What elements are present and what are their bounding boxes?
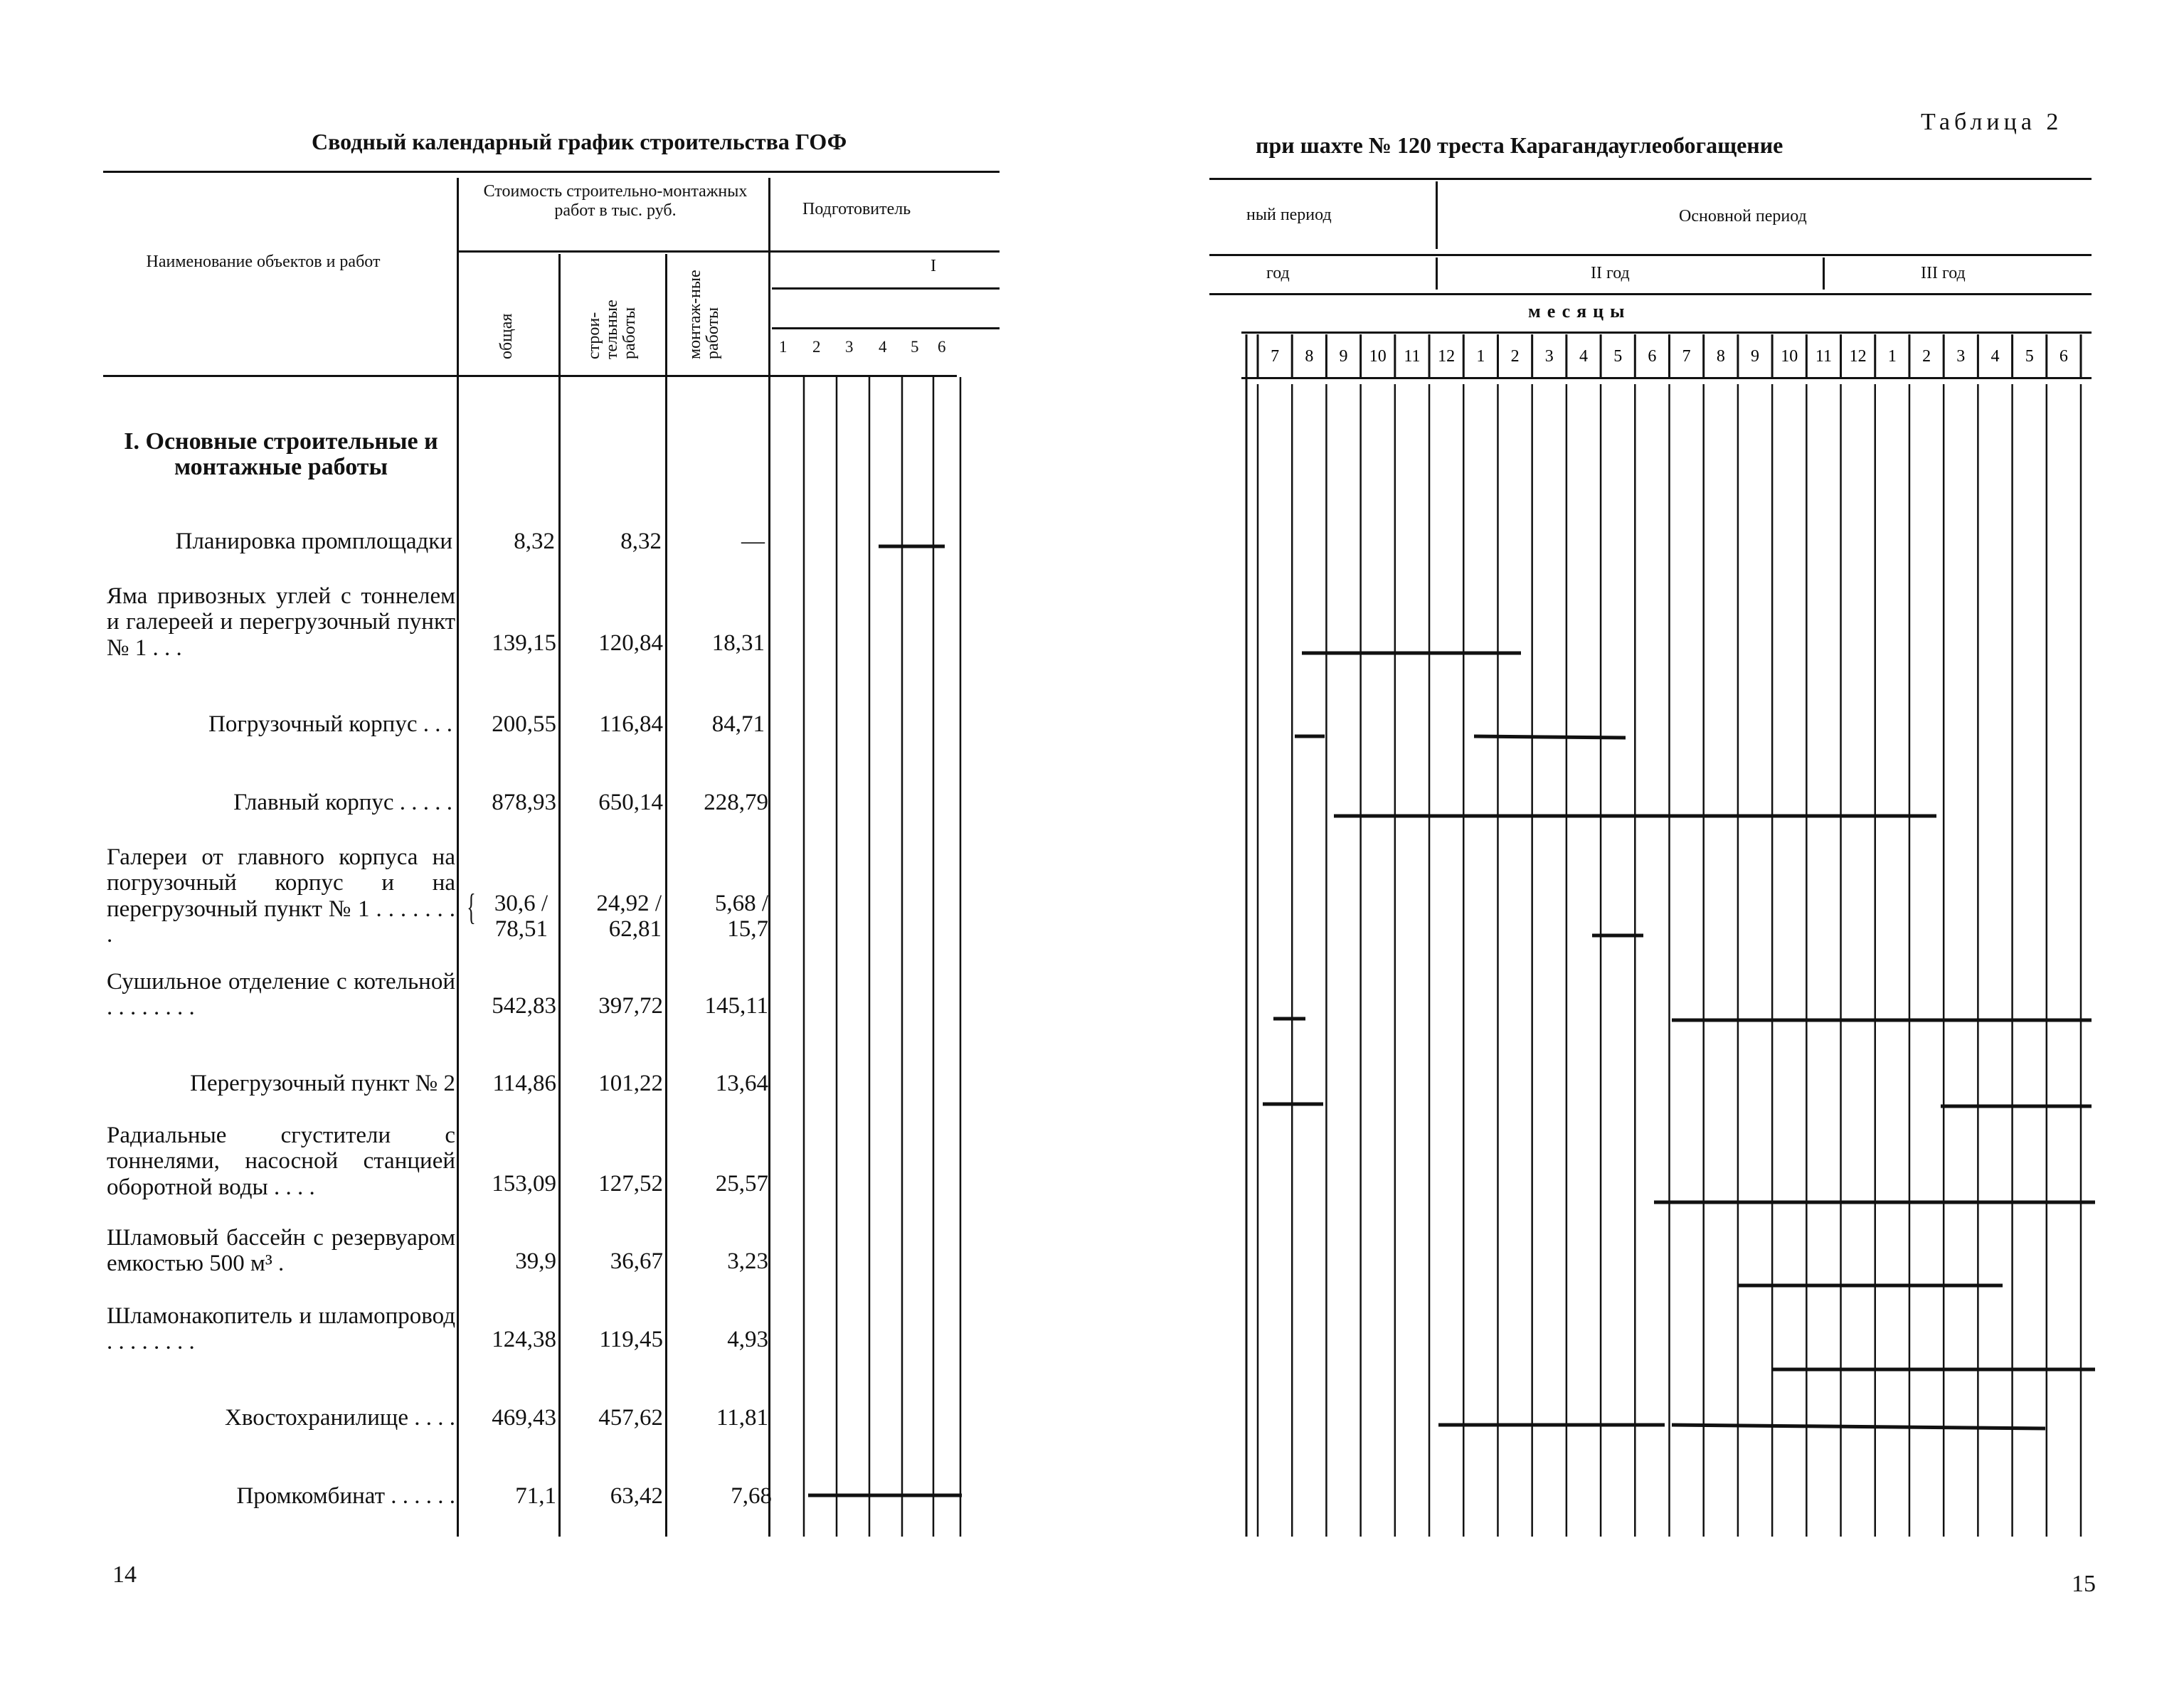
object-name: Шламонакопитель и шламопровод . . . . . . . . bbox=[107, 1303, 455, 1355]
cost-construction: 127,52 bbox=[598, 1171, 663, 1197]
right-page-title: при шахте № 120 треста Карагандауглеобогащение bbox=[1256, 132, 1783, 158]
month-label: 7 bbox=[1682, 347, 1691, 366]
object-name: Погрузочный корпус . . . bbox=[208, 711, 452, 737]
cost-col-installation-header: монтаж-ные работы bbox=[686, 270, 723, 359]
object-name: Хвостохранилище . . . . bbox=[225, 1405, 455, 1431]
object-name: Главный корпус . . . . . bbox=[233, 790, 452, 815]
object-name: Сушильное отделение с котельной . . . . . . . . bbox=[107, 969, 455, 1021]
cost-total: 124,38 bbox=[492, 1327, 556, 1352]
month-label: 6 bbox=[1648, 347, 1657, 366]
right-page-number: 15 bbox=[2072, 1571, 2096, 1597]
cost-installation: 13,64 bbox=[715, 1071, 768, 1096]
object-name: Промкомбинат . . . . . . bbox=[236, 1483, 455, 1509]
cost-col-total-header: общая bbox=[497, 313, 516, 359]
cost-installation: 228,79 bbox=[704, 790, 768, 815]
month-label: 2 bbox=[1510, 347, 1520, 366]
object-name: Шламовый бассейн с резервуаром емкостью 500 м³ . bbox=[107, 1225, 455, 1277]
cost-total: 39,9 bbox=[515, 1248, 556, 1274]
cost-total: 8,32 bbox=[514, 529, 555, 554]
cost-installation: 7,68 bbox=[731, 1483, 772, 1509]
cost-total: 542,83 bbox=[492, 993, 556, 1019]
cost-installation: 11,81 bbox=[716, 1405, 768, 1431]
cost-construction: 116,84 bbox=[599, 711, 663, 737]
month-label: 3 bbox=[1956, 347, 1966, 366]
month-label: 8 bbox=[1305, 347, 1314, 366]
cost-installation: 3,23 bbox=[727, 1248, 768, 1274]
left-page-title: Сводный календарный график строительства ГОФ bbox=[312, 129, 847, 154]
section-title: I. Основные строительные и монтажные работы bbox=[124, 428, 438, 481]
cost-total: 114,86 bbox=[492, 1071, 556, 1096]
prep-period-end-header: ный период bbox=[1246, 206, 1332, 224]
schedule-bar bbox=[1474, 736, 1626, 738]
prep-month: 5 bbox=[911, 338, 919, 356]
month-label: 12 bbox=[1438, 347, 1456, 366]
prep-month: 6 bbox=[938, 338, 946, 356]
month-label: 10 bbox=[1781, 347, 1798, 366]
cost-total: 139,15 bbox=[492, 630, 556, 656]
month-label: 11 bbox=[1815, 347, 1832, 366]
cost-total: 469,43 bbox=[492, 1405, 556, 1431]
cost-total: 30,6 / 78,51 bbox=[494, 891, 548, 943]
cost-installation: 25,57 bbox=[715, 1171, 768, 1197]
cost-construction: 8,32 bbox=[620, 529, 662, 554]
month-label: 9 bbox=[1751, 347, 1760, 366]
month-label: 5 bbox=[2025, 347, 2034, 366]
cost-installation: 84,71 bbox=[711, 711, 765, 737]
year-II-header: II год bbox=[1591, 264, 1630, 282]
cost-group-header: Стоимость строительно-монтажных работ в тыс. руб. bbox=[483, 182, 748, 220]
month-label: 12 bbox=[1849, 347, 1867, 366]
cost-construction: 119,45 bbox=[599, 1327, 663, 1352]
cost-installation: 18,31 bbox=[711, 630, 765, 656]
cost-construction: 101,22 bbox=[598, 1071, 663, 1096]
prep-month: 1 bbox=[779, 338, 788, 356]
cost-total: 153,09 bbox=[492, 1171, 556, 1197]
cost-construction: 63,42 bbox=[610, 1483, 663, 1509]
cost-construction: 397,72 bbox=[598, 993, 663, 1019]
month-label: 6 bbox=[2059, 347, 2068, 366]
year-III-header: III год bbox=[1921, 264, 1966, 282]
cost-construction: 457,62 bbox=[598, 1405, 663, 1431]
cost-installation: — bbox=[741, 529, 765, 554]
main-period-header: Основной период bbox=[1679, 207, 1807, 226]
month-label: 1 bbox=[1887, 347, 1897, 366]
schedule-bar bbox=[1672, 1425, 2045, 1428]
table-label: Таблица 2 bbox=[1921, 109, 2063, 135]
cost-total: 200,55 bbox=[492, 711, 556, 737]
months-label: месяцы bbox=[1528, 301, 1631, 322]
object-name: Перегрузочный пункт № 2 bbox=[190, 1071, 455, 1096]
brace-icon: { bbox=[467, 887, 476, 928]
object-name: Галереи от главного корпуса на погрузочный корпус и на перегрузочный пункт № 1 . . . . . . . . bbox=[107, 844, 455, 948]
month-label: 4 bbox=[1990, 347, 2000, 366]
left-page-number: 14 bbox=[112, 1561, 137, 1588]
cost-construction: 36,67 bbox=[610, 1248, 663, 1274]
object-name: Радиальные сгустители с тоннелями, насосной станцией оборотной воды . . . . bbox=[107, 1123, 455, 1200]
cost-total: 71,1 bbox=[515, 1483, 556, 1509]
month-label: 8 bbox=[1716, 347, 1725, 366]
prep-month: 2 bbox=[812, 338, 821, 356]
cost-installation: 5,68 / 15,7 bbox=[714, 891, 768, 943]
cost-installation: 4,93 bbox=[727, 1327, 768, 1352]
month-label: 10 bbox=[1369, 347, 1387, 366]
month-label: 11 bbox=[1404, 347, 1421, 366]
prep-month: 4 bbox=[879, 338, 887, 356]
month-label: 2 bbox=[1922, 347, 1931, 366]
year-I-header: год bbox=[1266, 264, 1290, 282]
cost-construction: 120,84 bbox=[598, 630, 663, 656]
cost-construction: 650,14 bbox=[598, 790, 663, 815]
cost-installation: 145,11 bbox=[704, 993, 768, 1019]
cost-construction: 24,92 / 62,81 bbox=[596, 891, 662, 943]
month-label: 4 bbox=[1579, 347, 1588, 366]
month-label: 7 bbox=[1271, 347, 1280, 366]
name-column-header: Наименование объектов и работ bbox=[146, 253, 381, 271]
object-name: Яма привозных углей с тоннелем и галереей и перегрузочный пункт № 1 . . . bbox=[107, 583, 455, 661]
month-label: 5 bbox=[1613, 347, 1623, 366]
month-label: 9 bbox=[1339, 347, 1348, 366]
prep-period-header: Подготовитель bbox=[802, 200, 911, 218]
month-label: 1 bbox=[1476, 347, 1485, 366]
prep-year-header: I bbox=[931, 257, 936, 275]
month-label: 3 bbox=[1544, 347, 1554, 366]
prep-month: 3 bbox=[845, 338, 854, 356]
object-name: Планировка промплощадки bbox=[175, 529, 452, 554]
cost-total: 878,93 bbox=[492, 790, 556, 815]
cost-col-construction-header: строи-тельные работы bbox=[585, 299, 640, 359]
